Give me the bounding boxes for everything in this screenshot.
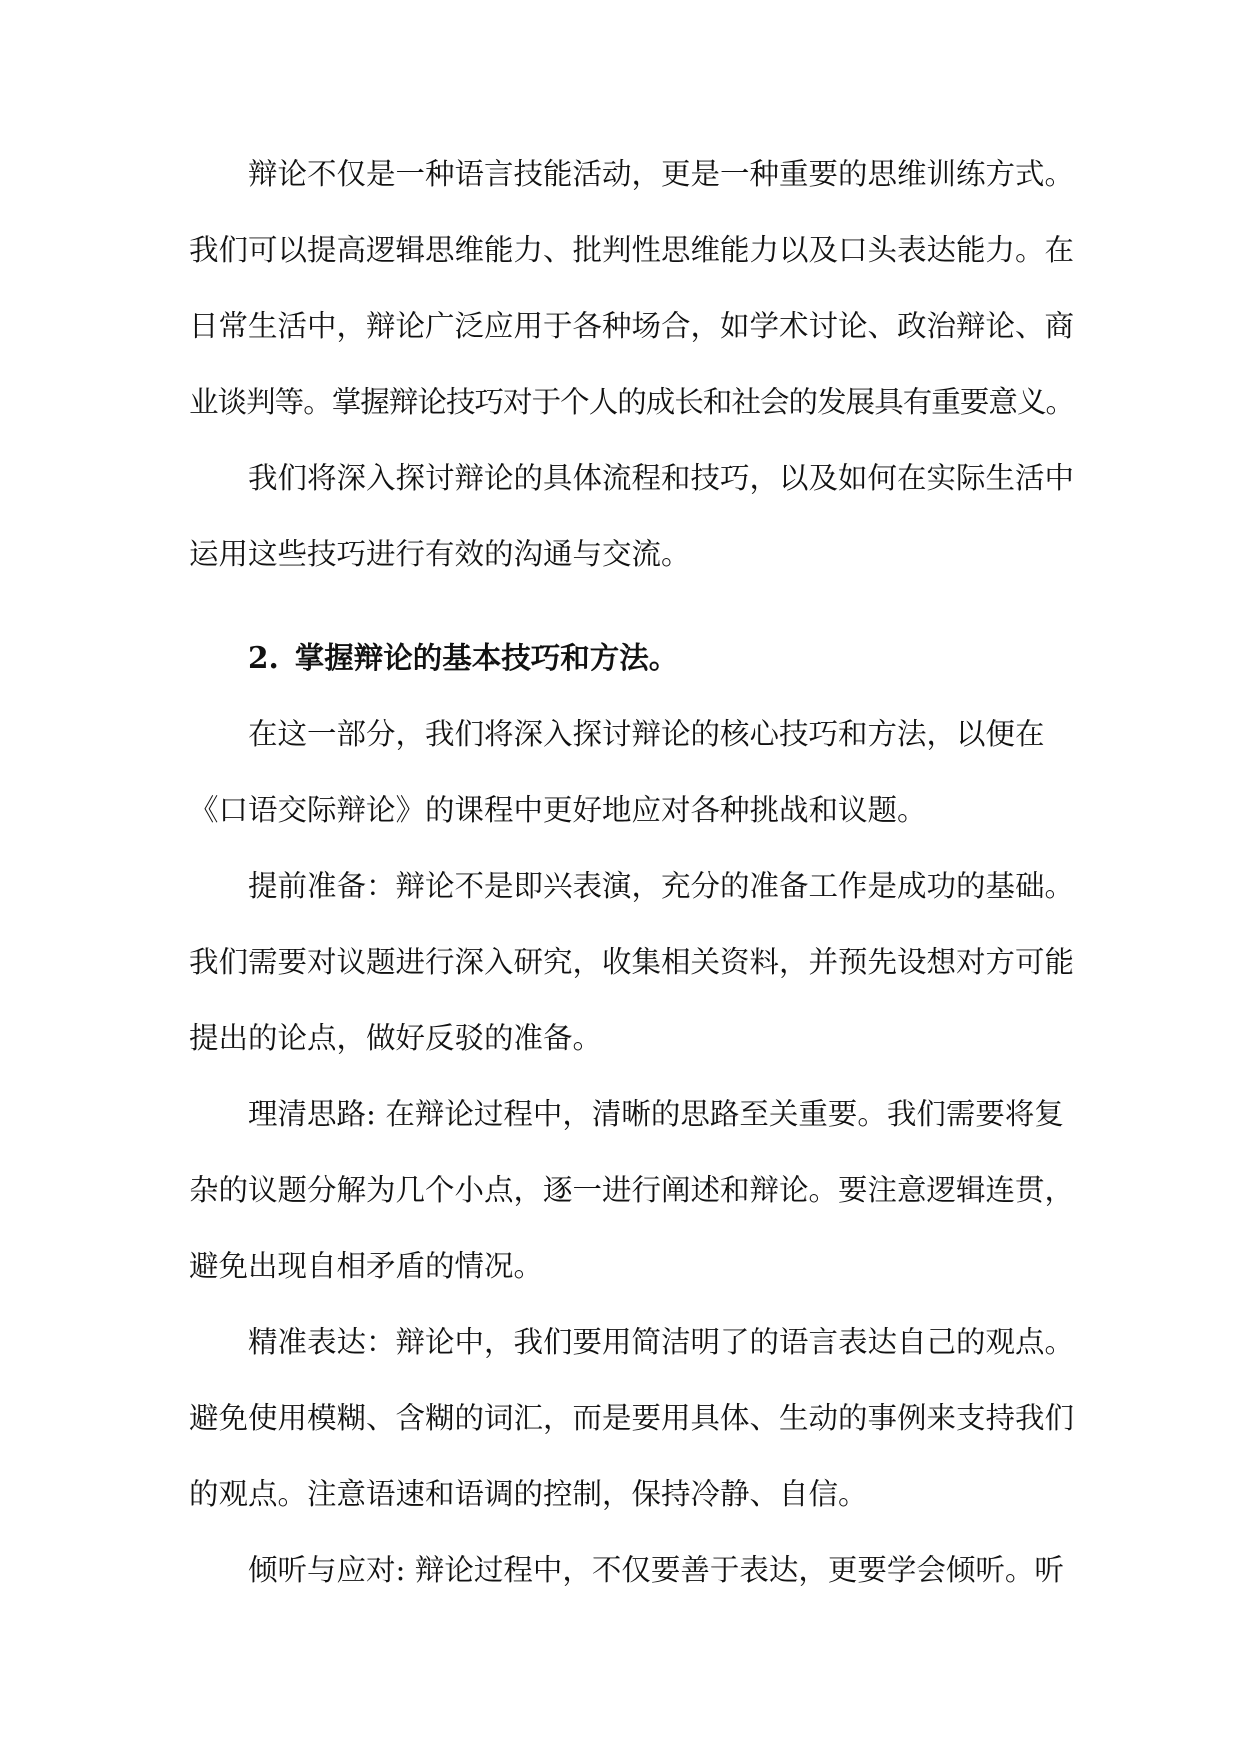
text-line: 《口语交际辩论》的课程中更好地应对各种挑战和议题。 bbox=[189, 793, 927, 827]
section-paragraph-intro bbox=[189, 696, 1109, 848]
document-body bbox=[189, 136, 1109, 1608]
section-number: 2. bbox=[248, 640, 279, 675]
text-line: 运用这些技巧进行有效的沟通与交流。 bbox=[189, 537, 691, 571]
section-heading bbox=[189, 620, 1109, 696]
text-line: 在这一部分，我们将深入探讨辩论的核心技巧和方法，以便在 bbox=[248, 717, 1045, 751]
text-line: 我们可以提高逻辑思维能力、批判性思维能力以及口头表达能力。在 bbox=[189, 233, 1075, 267]
text-line: 我们需要对议题进行深入研究，收集相关资料，并预先设想对方可能 bbox=[189, 945, 1075, 979]
section-paragraph-clear-thinking bbox=[189, 1076, 1109, 1304]
text-line: 精准表达：辩论中，我们要用简洁明了的语言表达自己的观点。 bbox=[248, 1325, 1075, 1359]
text-line: 日常生活中，辩论广泛应用于各种场合，如学术讨论、政治辩论、商 bbox=[189, 309, 1075, 343]
text-line: 业谈判等。掌握辩论技巧对于个人的成长和社会的发展具有重要意义。 bbox=[189, 385, 1075, 419]
text-line: 提出的论点，做好反驳的准备。 bbox=[189, 1021, 603, 1055]
text-line: 避免出现自相矛盾的情况。 bbox=[189, 1249, 544, 1283]
text-line: 辩论不仅是一种语言技能活动，更是一种重要的思维训练方式。 bbox=[248, 157, 1075, 191]
intro-paragraph-2 bbox=[189, 440, 1109, 592]
text-line: 理清思路: 在辩论过程中，清晰的思路至关重要。我们需要将复 bbox=[248, 1097, 1064, 1131]
intro-paragraph-1 bbox=[189, 136, 1109, 440]
text-line: 避免使用模糊、含糊的词汇，而是要用具体、生动的事例来支持我们 bbox=[189, 1401, 1075, 1435]
section-title: 掌握辩论的基本技巧和方法。 bbox=[294, 640, 679, 675]
text-line: 杂的议题分解为几个小点，逐一进行阐述和辩论。要注意逻辑连贯， bbox=[189, 1173, 1075, 1207]
text-line: 我们将深入探讨辩论的具体流程和技巧，以及如何在实际生活中 bbox=[248, 461, 1075, 495]
section-paragraph-precise-expression bbox=[189, 1304, 1109, 1532]
section-paragraph-listening bbox=[189, 1532, 1109, 1608]
text-line: 的观点。注意语速和语调的控制，保持冷静、自信。 bbox=[189, 1477, 868, 1511]
section-paragraph-preparation bbox=[189, 848, 1109, 1076]
text-line: 倾听与应对: 辩论过程中，不仅要善于表达，更要学会倾听。听 bbox=[248, 1553, 1064, 1587]
text-line: 提前准备：辩论不是即兴表演，充分的准备工作是成功的基础。 bbox=[248, 869, 1075, 903]
